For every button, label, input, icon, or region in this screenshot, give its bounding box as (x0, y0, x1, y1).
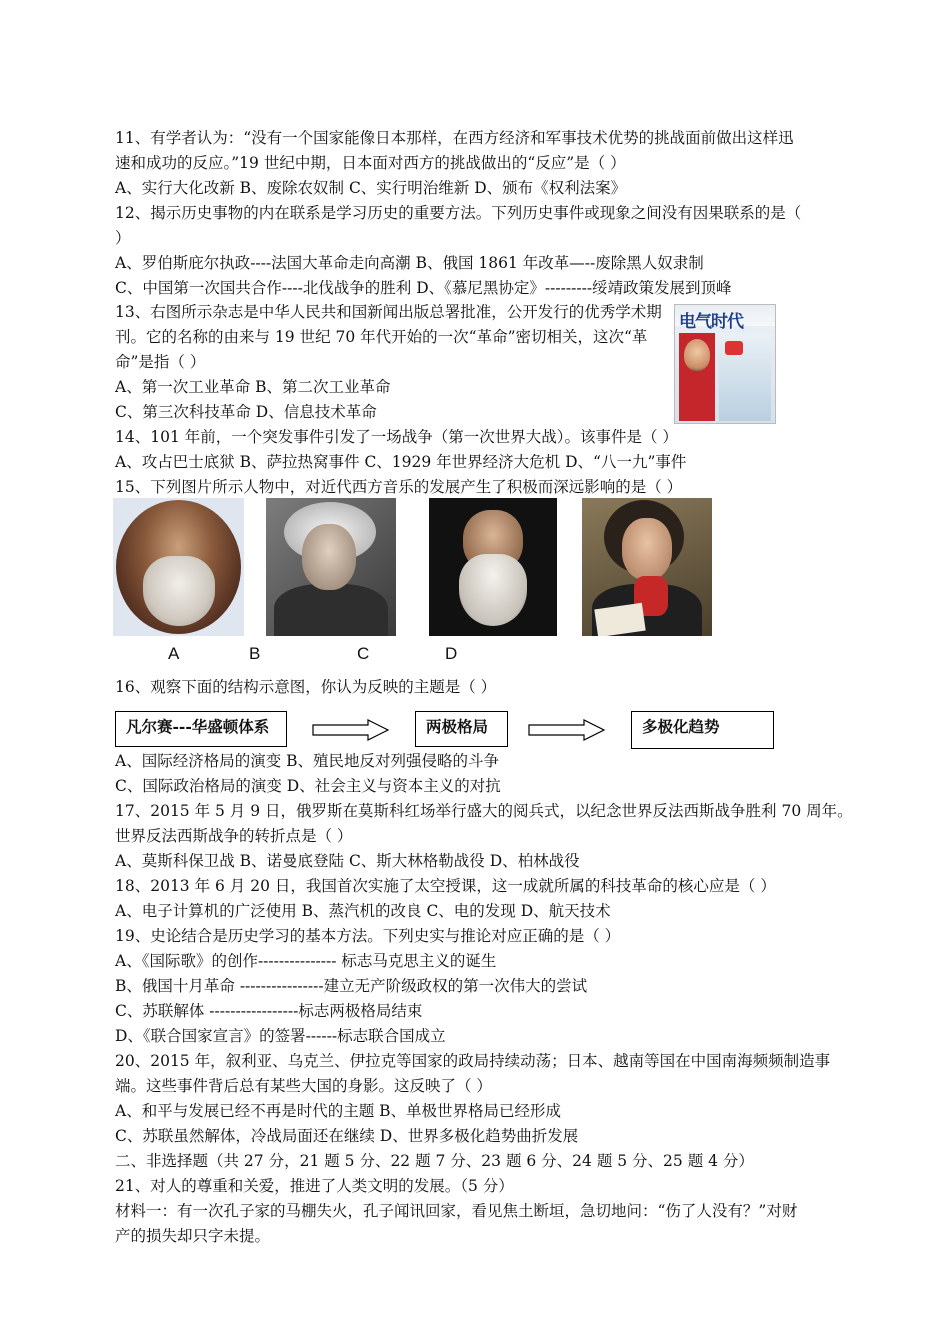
portrait-label-d: D (445, 644, 458, 663)
q12-options-ab: A、罗伯斯庇尔执政----法国大革命走向高潮 B、俄国 1861 年改革—--废除黑人奴隶制 (115, 254, 704, 272)
magazine-logo-icon (725, 341, 743, 355)
magazine-title: 电气时代 (679, 312, 743, 332)
q12-options-cd: C、中国第一次国共合作----北伐战争的胜利 D、《慕尼黑协定》---------绥靖政策发展到顶峰 (115, 279, 732, 297)
q20-line1: 20、2015 年，叙利亚、乌克兰、伊拉克等国家的政局持续动荡；日本、越南等国在中国南海频频制造事 (115, 1052, 831, 1070)
q17-line1: 17、2015 年 5 月 9 日，俄罗斯在莫斯科红场举行盛大的阅兵式，以纪念世界反法西斯战争胜利 70 周年。 (115, 802, 853, 820)
q20-line2: 端。这些事件背后总有某些大国的身影。这反映了（ ） (115, 1077, 492, 1095)
q16-options-ab: A、国际经济格局的演变 B、殖民地反对列强侵略的斗争 (115, 752, 500, 770)
q19-option-d: D、《联合国家宣言》的签署------标志联合国成立 (115, 1027, 446, 1045)
q19-option-a: A、《国际歌》的创作--------------- 标志马克思主义的诞生 (115, 952, 497, 970)
q21-material-line1: 材料一：有一次孔子家的马棚失火，孔子闻讯回家，看见焦土断垣，急切地问：“伤了人没有？”对财 (115, 1202, 798, 1220)
q21-stem: 21、对人的尊重和关爱，推进了人类文明的发展。（5 分） (115, 1177, 514, 1195)
q12-line2: ） (115, 229, 131, 247)
q19-option-b: B、俄国十月革命 ----------------建立无产阶级政权的第一次伟大的尝试 (115, 977, 588, 995)
q12-line1: 12、揭示历史事物的内在联系是学习历史的重要方法。下列历史事件或现象之间没有因果联系的是（ (115, 204, 802, 222)
q14-options: A、攻占巴士底狱 B、萨拉热窝事件 C、1929 年世界经济大危机 D、“八一九”事件 (115, 453, 687, 471)
q17-options: A、莫斯科保卫战 B、诺曼底登陆 C、斯大林格勒战役 D、柏林战役 (115, 852, 580, 870)
q15-stem: 15、下列图片所示人物中，对近代西方音乐的发展产生了积极而深远影响的是（ ） (115, 478, 683, 496)
q20-options-ab: A、和平与发展已经不再是时代的主题 B、单极世界格局已经形成 (115, 1102, 562, 1120)
portrait-label-a: A (168, 644, 180, 663)
diagram-box-bipolar: 两极格局 (415, 711, 508, 747)
magazine-cover-image (674, 304, 776, 424)
q16-stem: 16、观察下面的结构示意图，你认为反映的主题是（ ） (115, 678, 497, 696)
q16-options-cd: C、国际政治格局的演变 D、社会主义与资本主义的对抗 (115, 777, 501, 795)
portrait-d-image (582, 498, 712, 636)
diagram-box-multipolar: 多极化趋势 (631, 711, 774, 749)
portrait-label-b: B (249, 644, 261, 663)
q13-stem: 13、右图所示杂志是中华人民共和国新闻出版总署批准，公开发行的优秀学术期刊。它的名称的由来与 19 世纪 70 年代开始的一次“革命”密切相关，这次“革命”是指（ ） (115, 303, 662, 371)
portrait-a-image (113, 498, 244, 636)
magazine-portrait (684, 339, 710, 371)
q21-material-line2: 产的损失却只字未提。 (115, 1227, 271, 1245)
portrait-label-c: C (357, 644, 370, 663)
diagram-arrow-2-icon (528, 719, 606, 741)
q18-stem: 18、2013 年 6 月 20 日，我国首次实施了太空授课，这一成就所属的科技革命的核心应是（ ） (115, 877, 776, 895)
q13-options-cd: C、第三次科技革命 D、信息技术革命 (115, 403, 377, 421)
diagram-box-versailles-washington: 凡尔赛---华盛顿体系 (115, 711, 287, 747)
q11-line2: 速和成功的反应。”19 世纪中期，日本面对西方的挑战做出的“反应”是（ ） (115, 154, 626, 172)
q19-stem: 19、史论结合是历史学习的基本方法。下列史实与推论对应正确的是（ ） (115, 927, 621, 945)
q18-options: A、电子计算机的广泛使用 B、蒸汽机的改良 C、电的发现 D、航天技术 (115, 902, 611, 920)
portrait-c-image (429, 498, 557, 636)
diagram-arrow-1-icon (312, 719, 390, 741)
q13-options-ab: A、第一次工业革命 B、第二次工业革命 (115, 378, 391, 396)
q14-stem: 14、101 年前，一个突发事件引发了一场战争（第一次世界大战）。该事件是（ ） (115, 428, 678, 446)
q17-line2: 世界反法西斯战争的转折点是（ ） (115, 827, 353, 845)
section2-heading: 二、非选择题（共 27 分，21 题 5 分、22 题 7 分、23 题 6 分、24 题 5 分、25 题 4 分） (115, 1152, 754, 1170)
q19-option-c: C、苏联解体 -----------------标志两极格局结束 (115, 1002, 423, 1020)
q11-line1: 11、有学者认为：“没有一个国家能像日本那样，在西方经济和军事技术优势的挑战面前做出这样迅 (115, 129, 794, 147)
q11-options: A、实行大化改新 B、废除农奴制 C、实行明治维新 D、颁布《权利法案》 (115, 179, 627, 197)
portrait-b-image (266, 498, 396, 636)
q20-options-cd: C、苏联虽然解体，冷战局面还在继续 D、世界多极化趋势曲折发展 (115, 1127, 579, 1145)
